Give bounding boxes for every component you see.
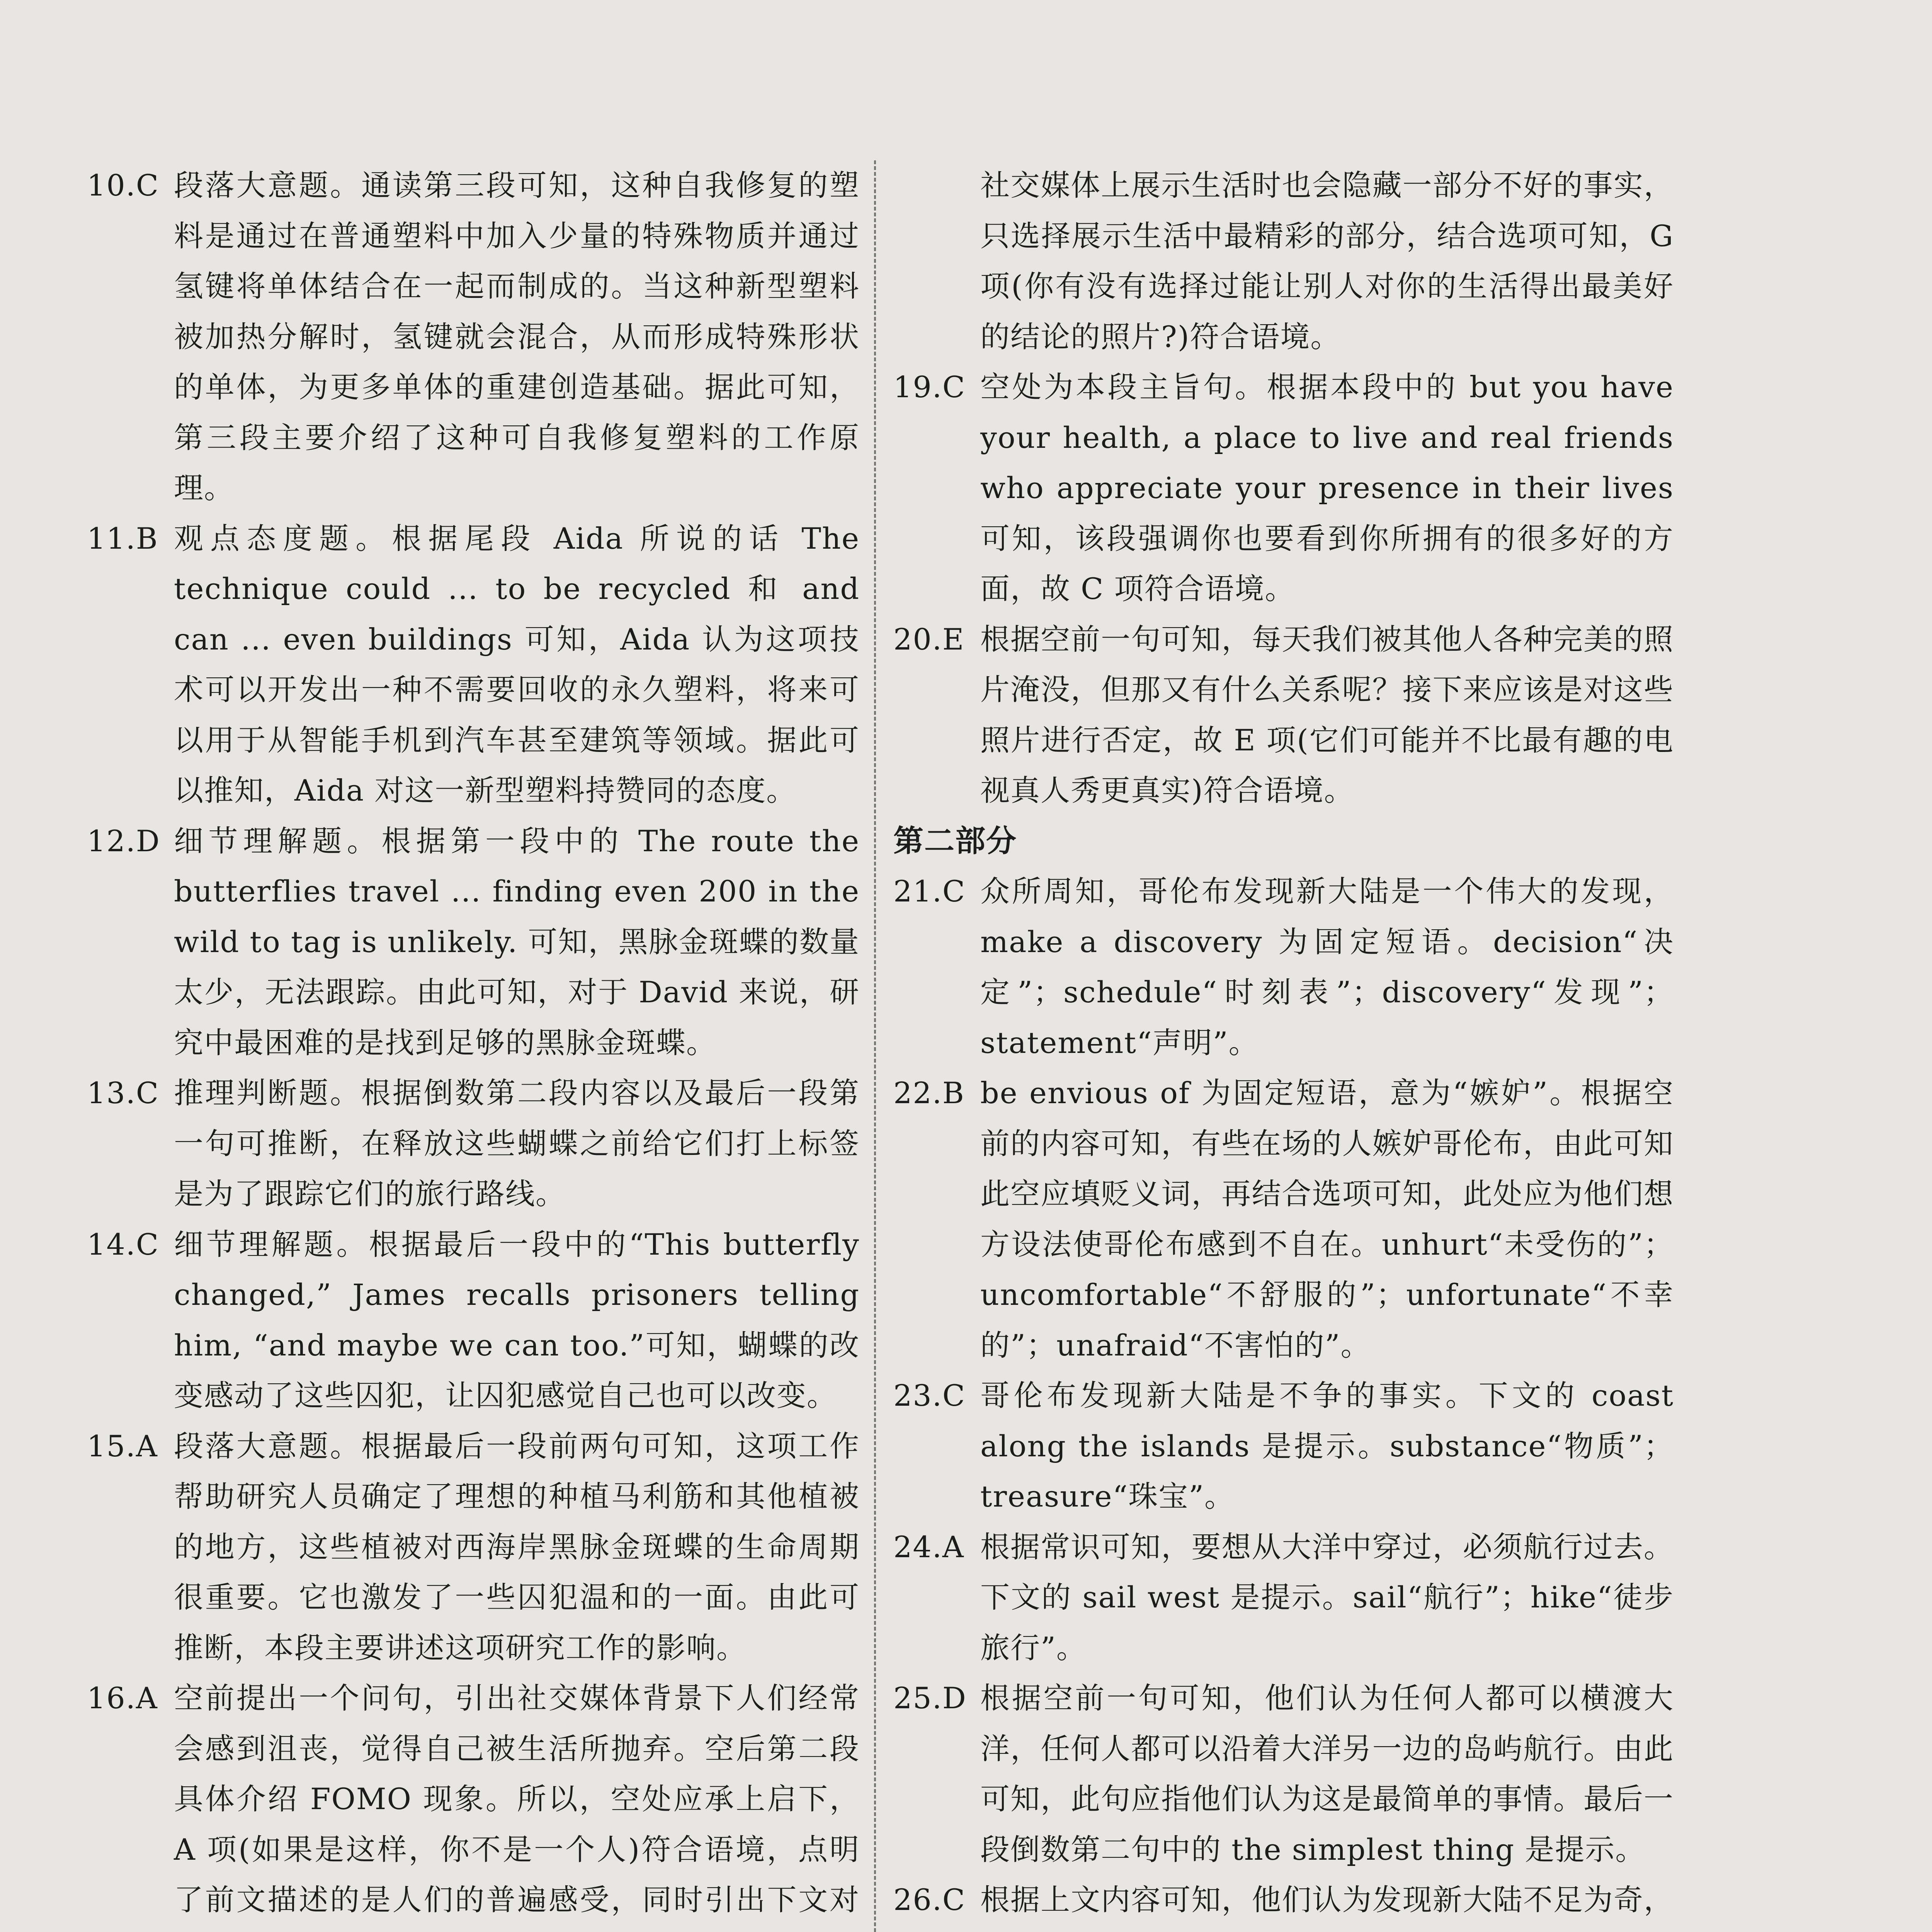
answer-item <box>893 866 1674 1068</box>
right-column <box>893 160 1674 1932</box>
answer-text: 段落大意题。通读第三段可知，这种自我修复的塑料是通过在普通塑料中加入少量的特殊物质并通过氢键将单体结合在一起而制成的。当这种新型塑料被加热分解时，氢键就会混合，从而形成特殊形状的单体，为更多单体的重建创造基础。据此可知，第三段主要介绍了这种可自我修复塑料的工作原理。 <box>174 168 860 505</box>
answer-item <box>893 1068 1674 1371</box>
answer-item <box>87 1068 860 1219</box>
answer-number: 24.A <box>893 1529 964 1564</box>
answer-number: 20.E <box>893 622 965 656</box>
answer-text: 根据空前一句可知，他们认为任何人都可以横渡大洋，任何人都可以沿着大洋另一边的岛屿航行。由此可知，此句应指他们认为这是最简单的事情。最后一段倒数第二句中的 the simplest thing 是提示。 <box>980 1681 1674 1867</box>
answer-text: 社交媒体上展示生活时也会隐藏一部分不好的事实，只选择展示生活中最精彩的部分，结合选项可知，G 项(你有没有选择过能让别人对你的生活得出最美好的结论的照片?)符合语境。 <box>980 168 1674 354</box>
answer-number: 22.B <box>893 1076 965 1110</box>
answer-number: 10.C <box>87 168 160 202</box>
answer-number: 16.A <box>87 1681 158 1715</box>
answer-item <box>893 1371 1674 1522</box>
answer-item <box>87 816 860 1068</box>
answer-item <box>893 1875 1674 1932</box>
answer-text: 众所周知，哥伦布发现新大陆是一个伟大的发现，make a discovery 为固定短语。decision“决定”；schedule“时刻表”；discovery“发现”；statement“声明”。 <box>980 874 1674 1060</box>
answer-text: 细节理解题。根据第一段中的 The route the butterflies travel ... finding even 200 in the wild to tag is unlikely. 可知，黑脉金斑蝶的数量太少，无法跟踪。由此可知，对于 David 来说，研究中最困难的是找到足够的黑脉金斑蝶。 <box>174 823 860 1060</box>
answer-item <box>87 514 860 816</box>
answer-text: 哥伦布发现新大陆是不争的事实。下文的 coast along the islands 是提示。substance“物质”；treasure“珠宝”。 <box>980 1378 1674 1514</box>
answer-text: 段落大意题。根据最后一段前两句可知，这项工作帮助研究人员确定了理想的种植马利筋和其他植被的地方，这些植被对西海岸黑脉金斑蝶的生命周期很重要。它也激发了一些囚犯温和的一面。由此可推断，本段主要讲述这项研究工作的影响。 <box>174 1429 860 1665</box>
answer-item <box>87 1673 860 1932</box>
answer-number: 15.A <box>87 1429 158 1463</box>
answer-text: 空前提出一个问句，引出社交媒体背景下人们经常会感到沮丧，觉得自己被生活所抛弃。空后第二段具体介绍 FOMO 现象。所以，空处应承上启下，A 项(如果是这样，你不是一个人)符合语境，点明了前文描述的是人们的普遍感受，同时引出下文对 <box>174 1681 860 1917</box>
answer-item <box>87 1421 860 1673</box>
answer-number: 19.C <box>893 370 966 404</box>
answer-number: 13.C <box>87 1076 160 1110</box>
answer-number: 14.C <box>87 1227 160 1262</box>
answer-item <box>893 160 1674 362</box>
answer-number: 26.C <box>893 1883 966 1917</box>
answer-number: 25.D <box>893 1681 967 1715</box>
answer-number: 11.B <box>87 521 158 556</box>
answer-item <box>893 362 1674 614</box>
answer-text: 空处为本段主旨句。根据本段中的 but you have your health, a place to live and real friends who appreciate your presence in their lives 可知，该段强调你也要看到你所拥有的很多好的方面，故 C 项符合语境。 <box>980 370 1674 606</box>
answer-text: 观点态度题。根据尾段 Aida 所说的话 The technique could ... to be recycled 和 and can ... even buildings 可知，Aida 认为这项技术可以开发出一种不需要回收的永久塑料，将来可以用于从智能手机到汽车甚至建筑等领域。据此可以推知，Aida 对这一新型塑料持赞同的态度。 <box>174 521 860 808</box>
answer-item <box>87 1219 860 1421</box>
answer-text: 根据空前一句可知，每天我们被其他人各种完美的照片淹没，但那又有什么关系呢？接下来应该是对这些照片进行否定，故 E 项(它们可能并不比最有趣的电视真人秀更真实)符合语境。 <box>980 622 1674 808</box>
section-heading: 第二部分 <box>893 823 1017 859</box>
answer-text: 根据上文内容可知，他们认为发现新大陆不足为奇， <box>980 1883 1674 1917</box>
answer-text: 根据常识可知，要想从大洋中穿过，必须航行过去。下文的 sail west 是提示。sail“航行”；hike“徒步旅行”。 <box>980 1529 1674 1665</box>
column-divider <box>874 160 876 1932</box>
answer-item <box>893 614 1674 816</box>
answer-text: 细节理解题。根据最后一段中的“This butterfly changed,” James recalls prisoners telling him, “and maybe we can too.”可知，蝴蝶的改变感动了这些囚犯，让囚犯感觉自己也可以改变。 <box>174 1227 860 1413</box>
answer-text: 推理判断题。根据倒数第二段内容以及最后一段第一句可推断，在释放这些蝴蝶之前给它们打上标签是为了跟踪它们的旅行路线。 <box>174 1076 860 1211</box>
answer-item <box>893 1522 1674 1673</box>
answer-item <box>87 160 860 514</box>
answer-number: 12.D <box>87 823 160 858</box>
answer-item <box>893 1673 1674 1875</box>
left-column <box>87 160 860 1932</box>
answer-number: 21.C <box>893 874 966 908</box>
answer-number: 23.C <box>893 1378 966 1413</box>
answer-text: be envious of 为固定短语，意为“嫉妒”。根据空前的内容可知，有些在场的人嫉妒哥伦布，由此可知此空应填贬义词，再结合选项可知，此处应为他们想方设法使哥伦布感到不自在。unhurt“未受伤的”；uncomfortable“不舒服的”；unfortunate“不幸的”；unafraid“不害怕的”。 <box>980 1076 1674 1362</box>
